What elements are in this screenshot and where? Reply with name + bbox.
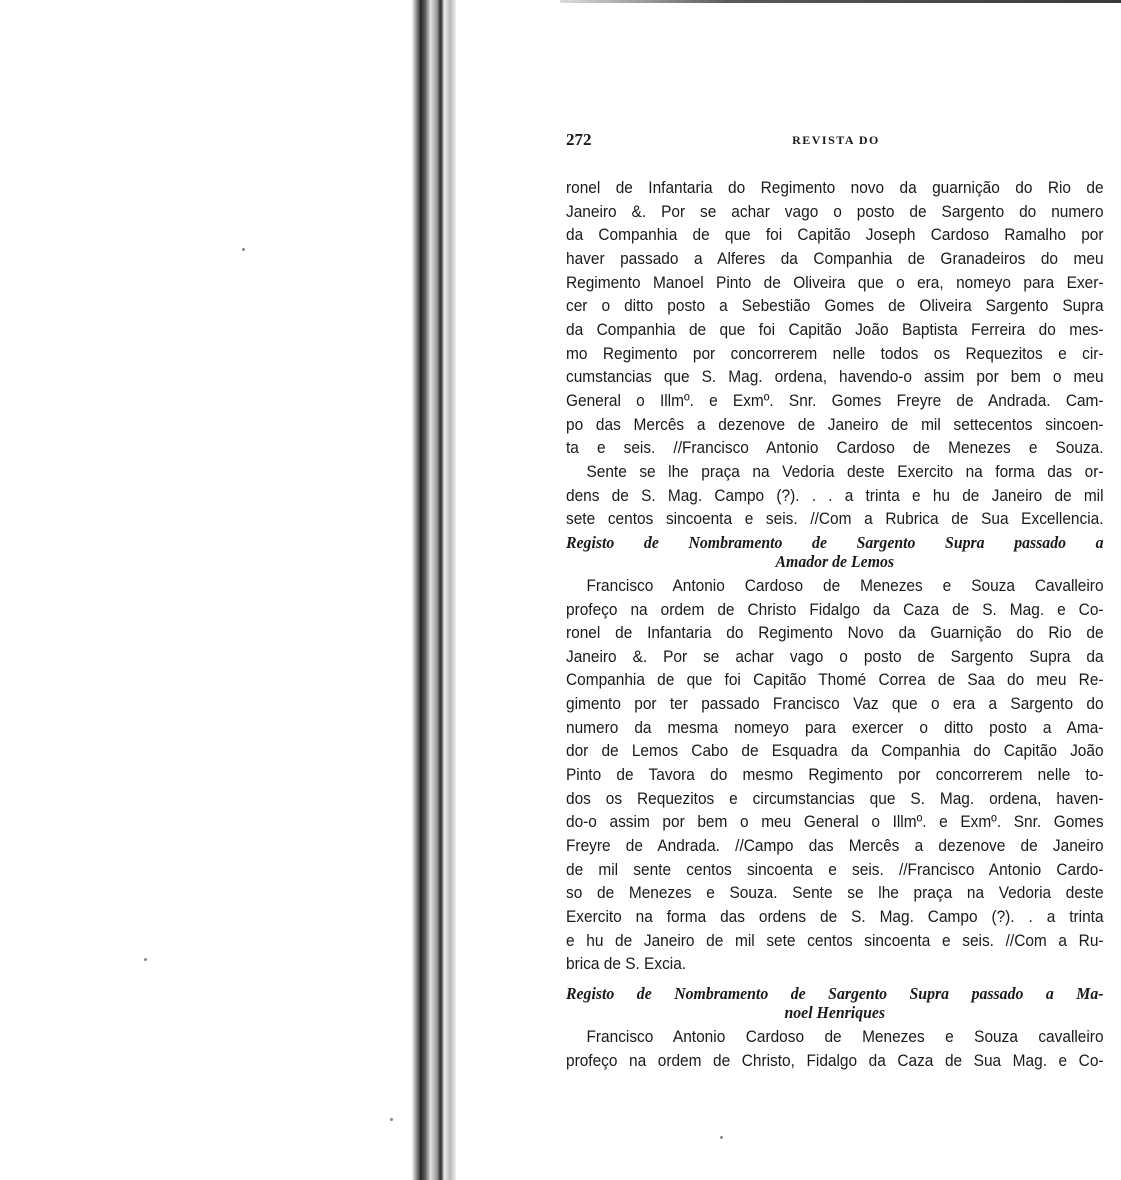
text-line: dor de Lemos Cabo de Esquadra da Companhia do Capitão João [566,741,1104,761]
text-line: ronel de Infantaria do Regimento Novo da Guarnição do Rio de [566,623,1104,643]
book-gutter-shadow [412,0,420,1180]
book-gutter-shadow [430,0,438,1180]
text-line: e hu de Janeiro de mil sete centos sincoenta e seis. //Com a Ru- [566,930,1104,950]
page-number: 272 [566,130,592,149]
text-line: profeço na ordem de Christo Fidalgo da Caza de S. Mag. e Co- [566,599,1104,619]
text-line: Janeiro &. Por se achar vago o posto de Sargento Supra da [566,646,1104,666]
text-line: sete centos sincoenta e seis. //Com a Rubrica de Sua Excellencia. [566,509,1104,529]
text-line: Companhia de que foi Capitão Thomé Correa de Saa do meu Re- [566,670,1104,690]
section-heading-1 [566,533,1104,571]
text-line: Pinto de Tavora do mesmo Regimento por concorrerem nelle to- [566,765,1104,785]
text-line: da Companhia de que foi Capitão Joseph Cardoso Ramalho por [566,225,1104,245]
book-gutter-shadow [420,0,430,1180]
heading-line: Registo de Nombramento de Sargento Supra passado a [566,532,1104,552]
text-line: profeço na ordem de Christo, Fidalgo da Caza de Sua Mag. e Co- [566,1050,1104,1070]
page-top-edge [560,0,1121,3]
text-line: Exercito na forma das ordens de S. Mag. Campo (?). . a trinta [566,907,1104,927]
heading-line: Registo de Nombramento de Sargento Supra passado a Ma- [566,984,1104,1003]
text-line: do-o assim por bem o meu General o Illmº. e Exmº. Snr. Gomes [566,812,1104,832]
text-line: cer o ditto posto a Sebestião Gomes de Oliveira Sargento Supra [566,296,1104,316]
text-line: brica de S. Excia. [566,954,687,974]
text-line: po das Mercês a dezenove de Janeiro de mil settecentos sincoen- [566,414,1104,434]
paragraph-4 [566,1025,1104,1072]
text-line: Janeiro &. Por se achar vago o posto de Sargento do numero [566,201,1104,221]
text-line: dos os Requezitos e circumstancias que S. Mag. ordena, haven- [566,788,1104,808]
text-line: ronel de Infantaria do Regimento novo da guarnição do Rio de [566,178,1104,197]
text-line: Francisco Antonio Cardoso de Menezes e Souza cavalleiro [586,1027,1104,1046]
book-gutter-shadow [444,0,456,1180]
page-header [566,130,1106,154]
text-line: da Companhia de que foi Capitão João Baptista Ferreira do mes- [566,319,1104,339]
text-line: Regimento Manoel Pinto de Oliveira que o era, nomeyo para Exer- [566,272,1104,292]
heading-line: Amador de Lemos [775,551,895,571]
scan-speck [720,1136,723,1139]
text-line: so de Menezes e Souza. Sente se lhe praça na Vedoria deste [566,883,1104,903]
scan-speck [242,248,245,251]
text-line: dens de S. Mag. Campo (?). . . a trinta e hu de Janeiro de mil [566,485,1104,505]
scan-speck [390,1118,393,1121]
scan-speck [144,958,147,961]
heading-line: noel Henriques [784,1003,886,1022]
text-line: mo Regimento por concorrerem nelle todos os Requezitos e cir- [566,343,1104,363]
text-line: numero da mesma nomeyo para exercer o ditto posto a Ama- [566,717,1104,737]
text-column [566,176,1104,1072]
text-line: cumstancias que S. Mag. ordena, havendo-o assim por bem o meu [566,367,1104,387]
text-line: Freyre de Andrada. //Campo das Mercês a dezenove de Janeiro [566,836,1104,856]
text-line: Francisco Antonio Cardoso de Menezes e Souza Cavalleiro [586,575,1104,595]
text-line: haver passado a Alferes da Companhia de Granadeiros do meu [566,248,1104,268]
paragraph-1 [566,176,1104,460]
text-line: General o Illmº. e Exmº. Snr. Gomes Freyre de Andrada. Cam- [566,390,1104,410]
running-head: REVISTA DO [792,133,880,147]
text-line: de mil sente centos sincoenta e seis. //Francisco Antonio Cardo- [566,859,1104,879]
paragraph-2 [566,460,1104,531]
text-line: gimento por ter passado Francisco Vaz que o era a Sargento do [566,694,1104,714]
text-line: ta e seis. //Francisco Antonio Cardoso de Menezes e Souza. [566,438,1104,458]
text-line: Sente se lhe praça na Vedoria deste Exercito na forma das or- [586,461,1104,481]
paragraph-3 [566,574,1104,976]
section-heading-2 [566,984,1104,1022]
